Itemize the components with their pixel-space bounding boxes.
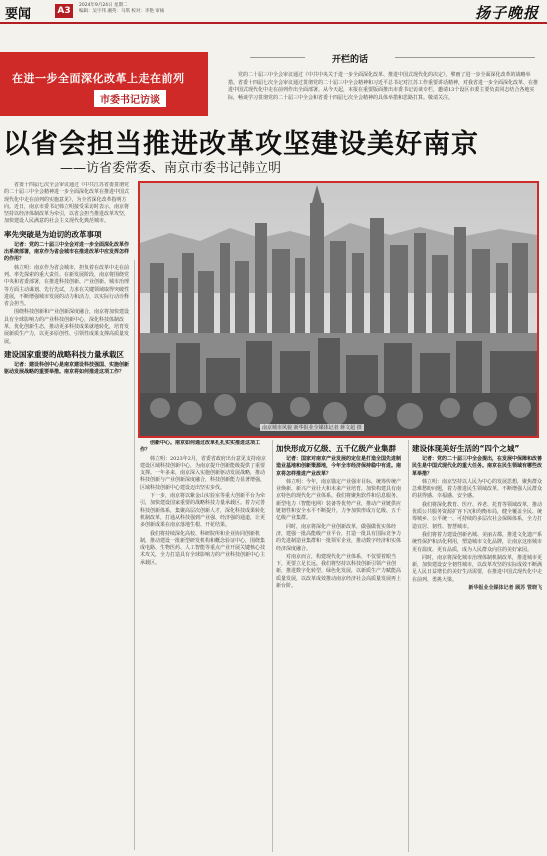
- question-3: 记者：国家对南京产业发展的定位是打造全国先进制造业基地和创新策源地，今年全市经济保持稳中有进。南京将怎样推进产业改革？: [276, 456, 402, 477]
- column-divider: [408, 440, 409, 852]
- column-divider: [272, 440, 273, 852]
- answer-1: 韩立明：南京作为省会城市，担负着在改革中走在前列、率先探索的重大责任。在新发展阶段，南京将围绕党中央和省委部署，在推进科技创新、产业创新、城市治理等方面主动谋划、先行先试，力求在关键领域取得突破性进展，不断增强城市发展的动力和活力，以实际行动诠释省会担当。: [4, 264, 130, 308]
- column-banner: [0, 52, 208, 116]
- banner-column-title: 市委书记访谈: [94, 90, 166, 107]
- answer-2: 围绕科技创新和产业创新深度融合，南京将加快建设具有全球影响力的产业科技创新中心，深化科技体制改革，优化创新生态，推动更多科技成果就地转化，培育发展新质生产力，以更多原创性、引领性成果支撑高质量发展。: [4, 309, 130, 345]
- answer-4: 下一步，南京将以紫金山实验室等重大创新平台为牵引，加快建设国家重要的战略科技力量承载区。着力完善科技创新体系，集聚高层次创新人才，深化科技成果转化机制改革，打通从科技强到产业强、经济强的通道，让更多创新成果在南京落地生根、开花结果。: [140, 493, 266, 529]
- lead-paragraph: 省委十四届七次全会审议通过《中共江苏省委贯彻党的二十届三中全会精神进一步全面深化改革在推进中国式现代化中走在前列的实施意见》，为全省深化改革指明方向。近日，南京市委书记韩立明接受采访时表示，南京将坚持以经济体制改革为牵引，以省会担当推进改革攻坚，加快建设人民满意的社会主义现代化典范城市。: [4, 182, 130, 225]
- article-column-3: [276, 440, 404, 852]
- kaiping-rule-right: [395, 57, 535, 58]
- edition-meta: [79, 3, 164, 15]
- answer-10: 我们将深化教育、医疗、养老、托育等领域改革，推动优质公共服务资源扩容下沉和均衡布局，健全覆盖全民、统筹城乡、公平统一、可持续的多层次社会保障体系，全力打造宜居、韧性、智慧城市。: [412, 501, 542, 530]
- answer-3: 韩立明：2023年2月，省委省政府出台意见支持南京建设区域科技创新中心，为南京提升创新能级提供了重要支撑。一年多来，南京深入实施创新驱动发展战略，推动科技创新与产业创新深度融合，科技创新能力显著增强，区域科技创新中心建设迈出坚实步伐。: [140, 455, 266, 491]
- subhead-reform: 率先突破是为迫切的改革事项: [4, 229, 102, 239]
- header-rule: [0, 22, 547, 24]
- subhead-industry: 加快形成万亿级、五千亿级产业集群: [276, 444, 396, 453]
- question-4: 记者：党的二十届三中全会提出，在发展中保障和改善民生是中国式现代化的重大任务。南京在民生领域有哪些改革举措？: [412, 456, 542, 477]
- question-2: 记者：建设科创中心是南京建设科技强国、实施创新驱动发展战略的重要举措。南京将如何推进这项工作？: [4, 361, 130, 376]
- banner-slogan: 在进一步全面深化改革上走在前列: [12, 72, 185, 85]
- photo-caption: 南京城市风貌 新华报业全媒体记者 蒋文超 摄: [262, 425, 362, 431]
- kaiping-title: 开栏的话: [331, 55, 368, 65]
- city-photo: [138, 181, 539, 438]
- kaiping-rule-left: [250, 57, 305, 58]
- subhead-science: 建设国家重要的战略科技力量承载区: [4, 349, 124, 359]
- answer-11: 我们将着力建设创新名城、美丽古都，推进文化遗产系统性保护和活化利用，塑造城市文化品牌，让南京这座城市更有温度、更有品质，成为人民群众向往的美好家园。: [412, 531, 542, 553]
- answer-12: 同时，南京将深化城市治理体制机制改革，推进城市更新，加快建设安全韧性城市，以改革攻坚的实际成效不断满足人民日益增长的美好生活需要，在推进中国式现代化中走在前列、勇挑大梁。: [412, 554, 542, 583]
- page-number: A3: [55, 4, 73, 18]
- edition-date: 2024年9月24日 星期二: [79, 3, 128, 8]
- question-continued: 创新中心。南京如何通过改革扎扎实实推进这项工作？: [140, 440, 261, 454]
- article-column-2: [140, 440, 268, 852]
- reporter-byline: 新华报业全媒体记者 顾苏 管晓飞: [468, 585, 542, 592]
- column-divider: [134, 260, 135, 850]
- subhead-livelihood: 建设体现美好生活的“四个之城”: [412, 444, 520, 453]
- edition-editors: 编辑：吴宇伟 湘英：马琪 校对：李艳 审核: [79, 9, 165, 14]
- newspaper-logo: 扬子晚报: [474, 4, 539, 22]
- question-1: 记者：党的二十届三中全会对进一步全面深化改革作出系统部署，南京作为省会城市在推进改革中应发挥怎样的作用？: [4, 241, 130, 263]
- article-column-4: [412, 440, 542, 852]
- answer-8: 对南京而言，构建现代化产业体系，不仅要着眼当下，更要立足长远。我们将坚持以科技创新引领产业创新，推进数字化转型、绿色化发展，以新质生产力赋能高质量发展，以改革成效推动南京经济社会高质量发展再上新台阶。: [276, 553, 402, 590]
- main-headline: 以省会担当推进改革攻坚建设美好南京: [3, 129, 479, 160]
- sub-headline: ——访省委常委、南京市委书记韩立明: [60, 161, 282, 176]
- article-column-1: [4, 182, 130, 852]
- kaiping-text: 党的二十届三中全会审议通过《中共中央关于进一步全面深化改革、推进中国式现代化的决定》，擘画了进一步全面深化改革的战略举措。省委十四届七次全会审议通过贯彻党的二十届三中全会精神和习近平总书记对江苏工作重要讲话精神，对我省进一步全面深化改革、在推进中国式现代化中走在前列作出全面部署。从今天起，本报在重要版面推出市委书记访谈专栏，邀请13个设区市委主要负责同志结合各地实际，畅谈学习贯彻党的二十届三中全会和省委十四届七次全会精神的具体举措和思路打算。敬请关注。: [228, 72, 539, 101]
- section-name: 要闻: [5, 7, 32, 22]
- answer-5: 我们将持续深化高校、科研院所和企业协同创新机制，推动建设一批新型研发机构和概念验证中心，围绕集成电路、生物医药、人工智能等重点产业开展关键核心技术攻关，全力打造具有全球影响力的产业科技创新中心主承载区。: [140, 530, 266, 566]
- page-header: [0, 0, 547, 22]
- answer-6: 韩立明：今年，南京锚定产业强市目标，统筹传统产业焕新、新兴产业壮大和未来产业培育，加快构建具有南京特色的现代化产业体系。我们将聚焦软件和信息服务、新型电力（智能电网）装备等优势产业，推动产业链供应链韧性和安全水平不断提升，力争加快形成万亿级、五千亿级产业集群。: [276, 478, 402, 522]
- answer-7: 同时，南京将深化产业创新改革，做强做优实体经济，建强一批高能级产业平台，打造一批具有国际竞争力的先进制造业集群和一批领军企业，推动数字经济和实体经济深度融合。: [276, 523, 402, 552]
- answer-9: 韩立明：南京坚持以人民为中心的发展思想，聚焦群众急难愁盼问题，着力推进民生领域改革，不断增强人民群众的获得感、幸福感、安全感。: [412, 478, 542, 500]
